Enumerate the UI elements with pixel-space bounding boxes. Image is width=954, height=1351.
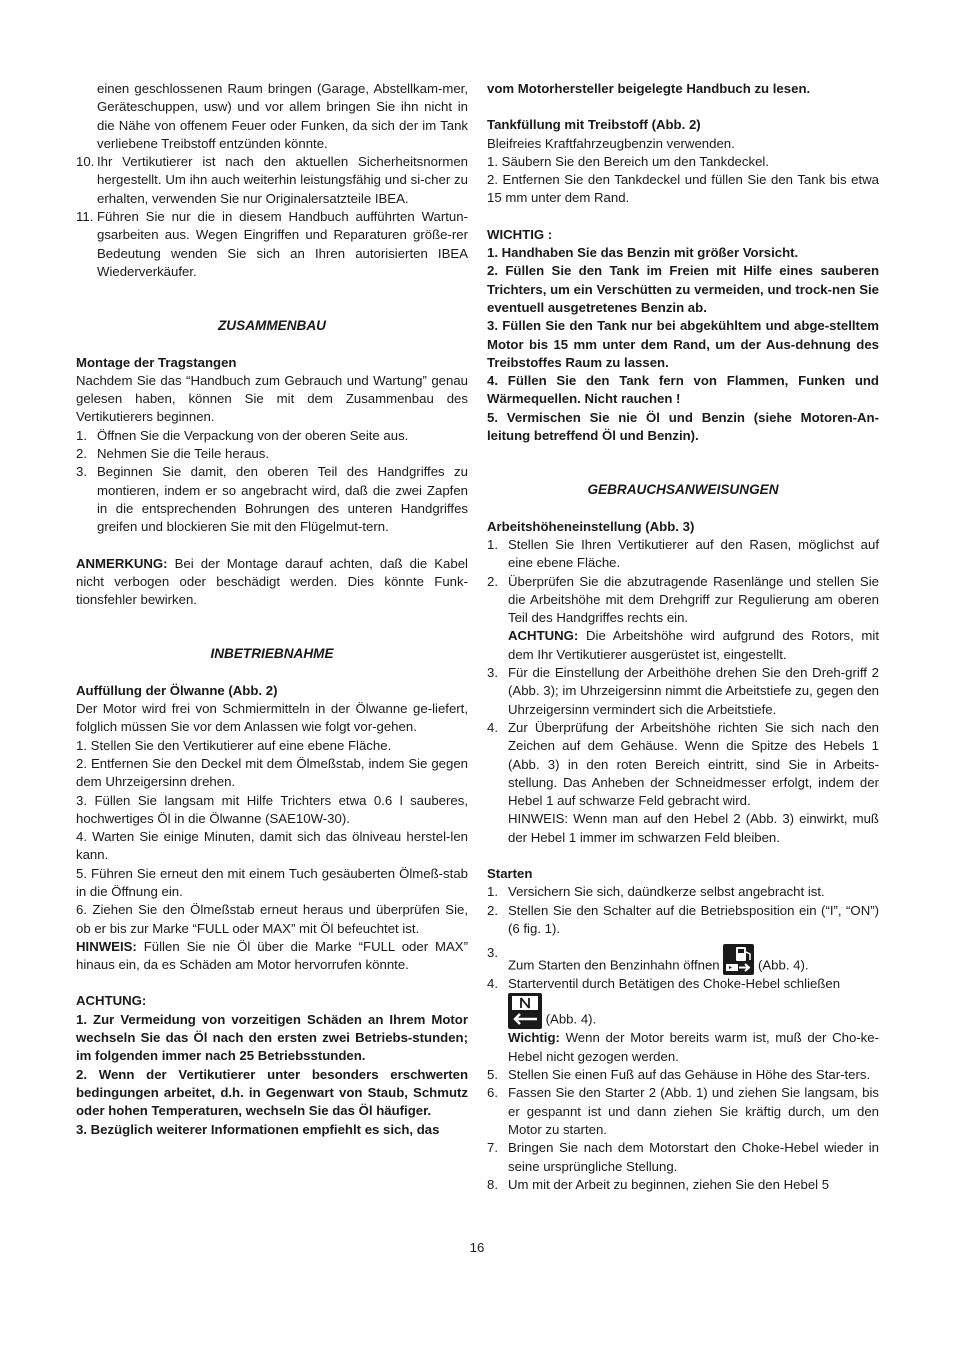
oel-step-4: 4. Warten Sie einige Minuten, damit sich das ölniveau herstel-len kann.: [76, 829, 468, 863]
safety-item-10: 10. Ihr Vertikutierer ist nach den aktuellen Sicherheitsnormen hergestellt. Um ihn auch weiterhin leistungsfähig und si-cher zu erhalten, verwenden Sie nur Originalersatzteile IBEA.: [76, 154, 468, 206]
oel-step-1: 1. Stellen Sie den Vertikutierer auf eine ebene Fläche.: [76, 737, 392, 753]
tank-intro: Bleifreies Kraftfahrzeugbenzin verwenden.: [487, 135, 735, 151]
start-step-6: 6. Fassen Sie den Starter 2 (Abb. 1) und ziehen Sie langsam, bis er gespannt ist und dann ziehen Sie kräftig durch, um den Motor zu starten.: [487, 1085, 879, 1137]
left-column: [76, 80, 468, 1139]
montage-step-1: 1. Öffnen Sie die Verpackung von der oberen Seite aus.: [76, 427, 409, 443]
subheading-starten: Starten: [487, 865, 533, 881]
start-step-4: 4. Starterventil durch Betätigen des Choke-Hebel schließen (Abb. 4). Wichtig: Wenn der Motor bereits warm ist, muß der Cho-ke-Hebel nicht gezogen werden.: [487, 976, 879, 1064]
achtung-label: ACHTUNG:: [76, 993, 147, 1009]
achtung-item-3-cont: vom Motorhersteller beigelegte Handbuch zu lesen.: [487, 81, 811, 96]
subheading-tank: Tankfüllung mit Treibstoff (Abb. 2): [487, 117, 701, 133]
wichtig-item-4: 4. Füllen Sie den Tank fern von Flammen, Funken und Wärmequellen. Nicht rauchen !: [487, 373, 879, 407]
start-step-5: 5. Stellen Sie einen Fuß auf das Gehäuse in Höhe des Star-ters.: [487, 1067, 871, 1083]
montage-intro: Nachdem Sie das “Handbuch zum Gebrauch und Wartung” genau gelesen haben, können Sie mit dem Zusammenbau des Vertikutierers beginnen.: [76, 372, 468, 425]
achtung-item-1: 1. Zur Vermeidung von vorzeitigen Schäden an Ihrem Motor wechseln Sie das Öl nach den ersten zwei Betriebs-stunden; im folgenden immer nach 25 Betriebsstunden.: [76, 1011, 468, 1064]
subheading-arbeitshoehe: Arbeitshöheneinstellung (Abb. 3): [487, 518, 695, 534]
start-step-2: 2. Stellen Sie den Schalter auf die Betriebsposition ein (“I”, “ON”) (6 fig. 1).: [487, 902, 879, 936]
start-step-1: 1. Versichern Sie sich, daündkerze selbst angebracht ist.: [487, 884, 825, 900]
oel-intro: Der Motor wird frei von Schmiermitteln in der Ölwanne ge-liefert, folglich müssen Sie vor dem Anlassen wie folgt vor-gehen.: [76, 701, 468, 735]
arbeitshoehe-step-4: 4. Zur Überprüfung der Arbeitshöhe richten Sie sich nach den Zeichen auf dem Gehäuse. Wenn die Spitze des Hebels 1 (Abb. 3) in den roten Bereich eintritt, sind Sie in Arbeits-stellung. Das Anheben der Schneidmesser erfolgt, indem der Hebel 1 auf schwarze Feld gebracht wird. HINWEIS: Wenn man auf den Hebel 2 (Abb. 3) einwirkt, muß der Hebel 1 immer im schwarzen Feld bleiben.: [487, 719, 879, 845]
subheading-oelwanne: Auffüllung der Ölwanne (Abb. 2): [76, 682, 278, 698]
arbeitshoehe-step-1: 1. Stellen Sie Ihren Vertikutierer auf den Rasen, möglichst auf eine ebene Fläche.: [487, 536, 879, 571]
right-column: [487, 80, 879, 1194]
tank-step-1: 1. Säubern Sie den Bereich um den Tankdeckel.: [487, 153, 770, 169]
achtung-item-2: 2. Wenn der Vertikutierer unter besonders erschwerten bedingungen arbeitet, d.h. in Gegenwart von Staub, Schmutz oder hohen Temperaturen, wechseln Sie das Öl häufiger.: [76, 1066, 468, 1119]
heading-zusammenbau: ZUSAMMENBAU: [218, 318, 326, 334]
hinweis-note: HINWEIS: Füllen Sie nie Öl über die Marke “FULL oder MAX” hinaus ein, da es Schäden am Motor hervorrufen könnte.: [76, 938, 468, 973]
tank-step-2: 2. Entfernen Sie den Tankdeckel und füllen Sie den Tank bis etwa 15 mm unter dem Rand.: [487, 172, 879, 206]
fuel-tap-icon: [723, 944, 754, 975]
anmerkung-note: ANMERKUNG: Bei der Montage darauf achten, daß die Kabel nicht verbogen oder beschädigt werden. Dies könnte Funk-tionsfehler bewirken.: [76, 555, 468, 608]
oel-step-3: 3. Füllen Sie langsam mit Hilfe Trichters etwa 0.6 l sauberes, hochwertiges Öl in die Ölwanne (SAE10W-30).: [76, 792, 468, 826]
arbeitshoehe-step-2: 2. Überprüfen Sie die abzutragende Rasenlänge und stellen Sie die Arbeitshöhe mit dem Drehgriff zur Regulierung am oberen Teil des Handgriffes rechts ein. ACHTUNG: Die Arbeitshöhe wird aufgrund des Rotors, mit dem Ihr Vertikutierer ausgerüstet ist, eingestellt.: [487, 573, 879, 662]
safety-item-9-cont: einen geschlossenen Raum bringen (Garage, Abstellkam-mer, Geräteschuppen, usw) und vor allem bringen Sie ihn nicht in die Nähe von offenem Feuer oder Funken, da sich der im Tank verliebene Treibstoff entzünden könnte.: [97, 81, 468, 151]
wichtig-item-3: 3. Füllen Sie den Tank nur bei abgekühltem und abge-stelltem Motor bis 15 mm unter dem Rand, um der Aus-dehnung des Treibstoffes Raum zu lassen.: [487, 318, 879, 370]
start-step-8: 8. Um mit der Arbeit zu beginnen, ziehen Sie den Hebel 5: [487, 1176, 830, 1192]
heading-inbetriebnahme: INBETRIEBNAHME: [210, 646, 334, 662]
wichtig-item-1: 1. Handhaben Sie das Benzin mit größer Vorsicht.: [487, 245, 799, 261]
page-number: 16: [469, 1240, 485, 1255]
oel-step-6: 6. Ziehen Sie den Ölmeßstab erneut heraus und überprüfen Sie, ob er bis zur Marke “FULL oder MAX” mit Öl befeuchtet ist.: [76, 902, 468, 936]
wichtig-item-5: 5. Vermischen Sie nie Öl und Benzin (siehe Motoren-An-leitung betreffend Öl und Benzin).: [487, 409, 879, 444]
wichtig-label: WICHTIG :: [487, 226, 553, 242]
safety-item-11: 11. Führen Sie nur die in diesem Handbuch aufführten Wartun-gsarbeiten aus. Wegen Eingriffen und Reparaturen größe-rer Bedeutung wenden Sie sich an Ihren autorisierten IBEA Wiederverkäufer.: [76, 209, 468, 279]
start-step-7: 7. Bringen Sie nach dem Motorstart den Choke-Hebel wieder in seine ursprüngliche Stellung.: [487, 1140, 879, 1174]
subheading-montage: Montage der Tragstangen: [76, 354, 237, 370]
montage-step-3: 3. Beginnen Sie damit, den oberen Teil des Handgriffes zu montieren, indem er so angebracht wird, daß die zwei Zapfen in die entsprechenden Bohrungen des unteren Handgriffes greifen und blockieren Sie mit den Flügelmut-tern.: [76, 464, 468, 535]
start-step-3: 3. Zum Starten den Benzinhahn öffnen (Abb. 4).: [487, 944, 879, 975]
achtung-item-3: 3. Bezüglich weiterer Informationen empfiehlt es sich, das: [76, 1121, 440, 1137]
arbeitshoehe-step-3: 3. Für die Einstellung der Arbeithöhe drehen Sie den Dreh-griff 2 (Abb. 3); im Uhrzeigersinn nimmt die Arbeitstiefe zu, gegen den Uhrzeigersinn vermindert sich die Arbeitstiefe.: [487, 665, 879, 717]
oel-step-2: 2. Entfernen Sie den Deckel mit dem Ölmeßstab, indem Sie gegen dem Uhrzeigersinn drehen.: [76, 755, 468, 790]
heading-gebrauchsanweisungen: GEBRAUCHSANWEISUNGEN: [587, 482, 779, 498]
choke-lever-icon: [508, 993, 542, 1029]
montage-step-2: 2. Nehmen Sie die Teile heraus.: [76, 446, 270, 462]
wichtig-item-2: 2. Füllen Sie den Tank im Freien mit Hilfe eines sauberen Trichters, um ein Verschütten zu vermeiden, und trock-nen Sie eventuell ausgetretenes Benzin ab.: [487, 263, 879, 315]
oel-step-5: 5. Führen Sie erneut den mit einem Tuch gesäuberten Ölmeß-stab in die Öffnung ein.: [76, 865, 468, 899]
